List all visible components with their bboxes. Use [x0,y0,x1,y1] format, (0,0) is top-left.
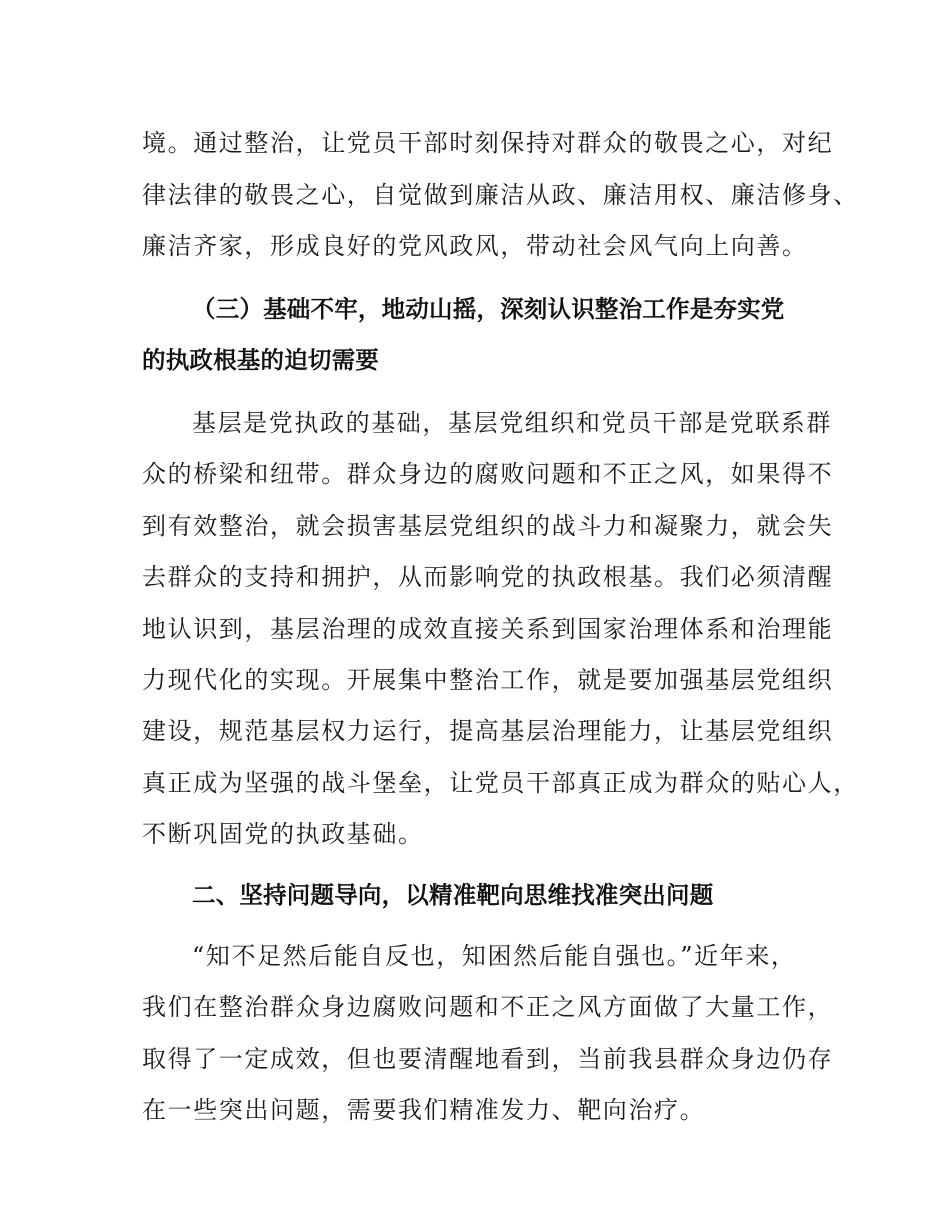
paragraph-line: “知不足然后能自反也，知困然后能自强也。”近年来， [192,942,797,970]
paragraph-line: 建设，规范基层权力运行，提高基层治理能力，让基层党组织 [142,717,834,745]
paragraph-line: 真正成为坚强的战斗堡垒，让党员干部真正成为群众的贴心人， [142,769,859,797]
section-heading: 二、坚持问题导向，以精准靶向思维找准突出问题 [192,881,714,909]
paragraph-line: 地认识到，基层治理的成效直接关系到国家治理体系和治理能 [142,615,834,643]
paragraph-line: 不断巩固党的执政基础。 [142,820,424,848]
paragraph-line: 力现代化的实现。开展集中整治工作，就是要加强基层党组织 [142,666,834,694]
paragraph-line: 廉洁齐家，形成良好的党风政风，带动社会风气向上向善。 [142,232,808,260]
paragraph-line: 境。通过整治，让党员干部时刻保持对群众的敬畏之心，对纪 [142,129,834,157]
paragraph-line: 我们在整治群众身边腐败问题和不正之风方面做了大量工作， [142,993,834,1021]
paragraph-line: 到有效整治，就会损害基层党组织的战斗力和凝聚力，就会失 [142,512,834,540]
paragraph-line: 众的桥梁和纽带。群众身边的腐败问题和不正之风，如果得不 [142,460,834,488]
paragraph-line: 在一些突出问题，需要我们精准发力、靶向治疗。 [142,1096,706,1124]
subsection-heading: （三）基础不牢，地动山摇，深刻认识整治工作是夯实党 [192,295,785,323]
paragraph-line: 基层是党执政的基础，基层党组织和党员干部是党联系群 [192,409,832,437]
paragraph-line: 去群众的支持和拥护，从而影响党的执政根基。我们必须清醒 [142,563,834,591]
paragraph-line: 律法律的敬畏之心，自觉做到廉洁从政、廉洁用权、廉洁修身、 [142,181,859,209]
paragraph-line: 取得了一定成效，但也要清醒地看到，当前我县群众身边仍存 [142,1045,834,1073]
subsection-heading: 的执政根基的迫切需要 [142,346,379,374]
